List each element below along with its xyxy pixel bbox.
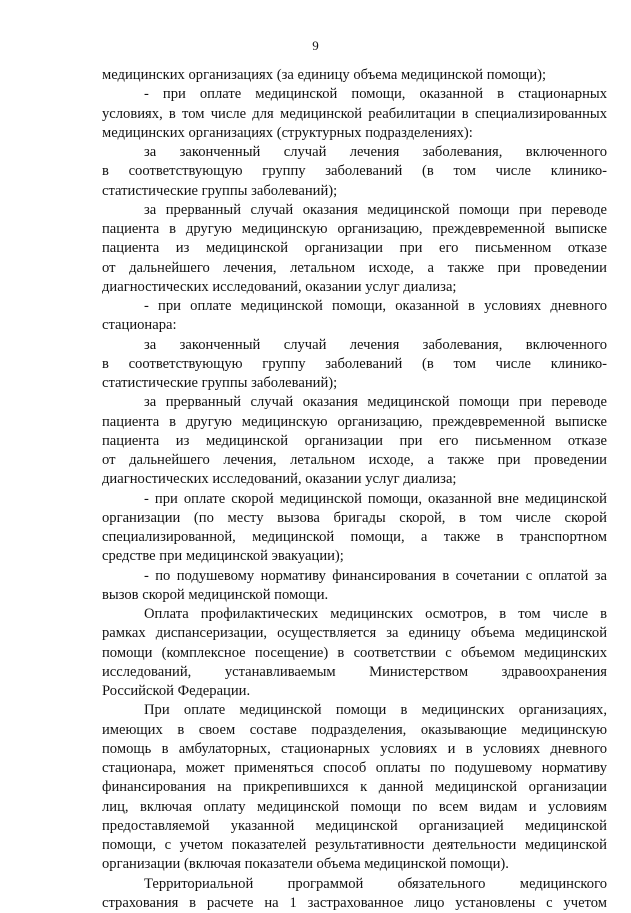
text-line: - при оплате медицинской помощи, оказанной в стационарных [144,86,607,103]
text-line: медицинских организациях (за единицу объема медицинской помощи); [102,67,547,83]
text-line: Территориальной программой обязательного медицинского [144,875,607,892]
text-line: за законченный случай лечения заболевания, включенного [144,336,607,353]
text-line: медицинских организациях (структурных подразделениях): [102,124,473,141]
text-line: за прерванный случай оказания медицинской помощи при переводе [144,394,607,411]
text-line: диагностических исследований, оказании услуг диализа; [102,278,457,295]
text-line: пациента из медицинской организации при его письменном отказе [102,432,607,449]
text-line: организации (по месту вызова бригады скорой, в том числе скорой [102,509,607,526]
page-number: 9 [312,38,319,53]
text-line: организации (включая показатели объема медицинской помощи). [102,856,509,873]
text-line: рамках диспансеризации, осуществляется за единицу объема медицинской [102,625,607,642]
text-line: в соответствующую группу заболеваний (в том числе клинико- [102,355,607,372]
text-line: статистические группы заболеваний); [102,375,338,391]
text-line: исследований, устанавливаемым Министерством здравоохранения [102,663,607,680]
text-line: помощи, с учетом показателей результативности деятельности медицинской [102,837,607,853]
document-body [102,66,607,913]
text-line: пациента в другую медицинскую организацию, преждевременной выписке [102,413,607,430]
text-line: пациента из медицинской организации при его письменном отказе [102,240,607,257]
text-line: Российской Федерации. [102,683,251,699]
text-line: от дальнейшего лечения, летальном исходе, а также при проведении [102,452,607,468]
text-line: статистические группы заболеваний); [102,182,338,199]
text-line: страхования в расчете на 1 застрахованное лицо установлены с учетом [102,894,607,911]
text-line: пациента в другую медицинскую организацию, преждевременной выписке [102,221,607,237]
text-line: специализированной, медицинской помощи, а также в транспортном [102,529,607,545]
text-line: условиях, в том числе для медицинской реабилитации в специализированных [102,105,607,122]
text-line: помощи (комплексное посещение) в соответствии с объемом медицинских [102,644,607,661]
text-line: имеющих в своем составе подразделения, оказывающие медицинскую [102,721,607,738]
text-line: Оплата профилактических медицинских осмотров, в том числе в [144,606,607,622]
text-line: лиц, включая оплату медицинской помощи по всем видам и условиям [102,798,607,815]
text-line: стационара, может применяться способ оплаты по подушевому нормативу [102,760,607,776]
text-line: предоставляемой указанной медицинской организацией медицинской [102,817,607,834]
text-line: диагностических исследований, оказании услуг диализа; [102,471,457,488]
text-line: - при оплате скорой медицинской помощи, оказанной вне медицинской [144,490,607,507]
text-line: за законченный случай лечения заболевания, включенного [144,144,607,160]
text-line: от дальнейшего лечения, летальном исходе, а также при проведении [102,259,607,276]
text-line: финансирования на прикрепившихся к данной медицинской организации [102,779,607,796]
text-line: средстве при медицинской эвакуации); [102,548,344,565]
text-line: помощь в амбулаторных, стационарных условиях и в условиях дневного [102,740,607,757]
text-line: в соответствующую группу заболеваний (в том числе клинико- [102,163,607,180]
text-line: стационара: [102,317,177,334]
text-line: - по подушевому нормативу финансирования в сочетании с оплатой за [144,567,607,584]
text-line: - при оплате медицинской помощи, оказанной в условиях дневного [144,298,607,314]
text-line: При оплате медицинской помощи в медицинских организациях, [144,702,607,719]
text-line: за прерванный случай оказания медицинской помощи при переводе [144,201,607,218]
text-line: вызов скорой медицинской помощи. [102,586,329,603]
